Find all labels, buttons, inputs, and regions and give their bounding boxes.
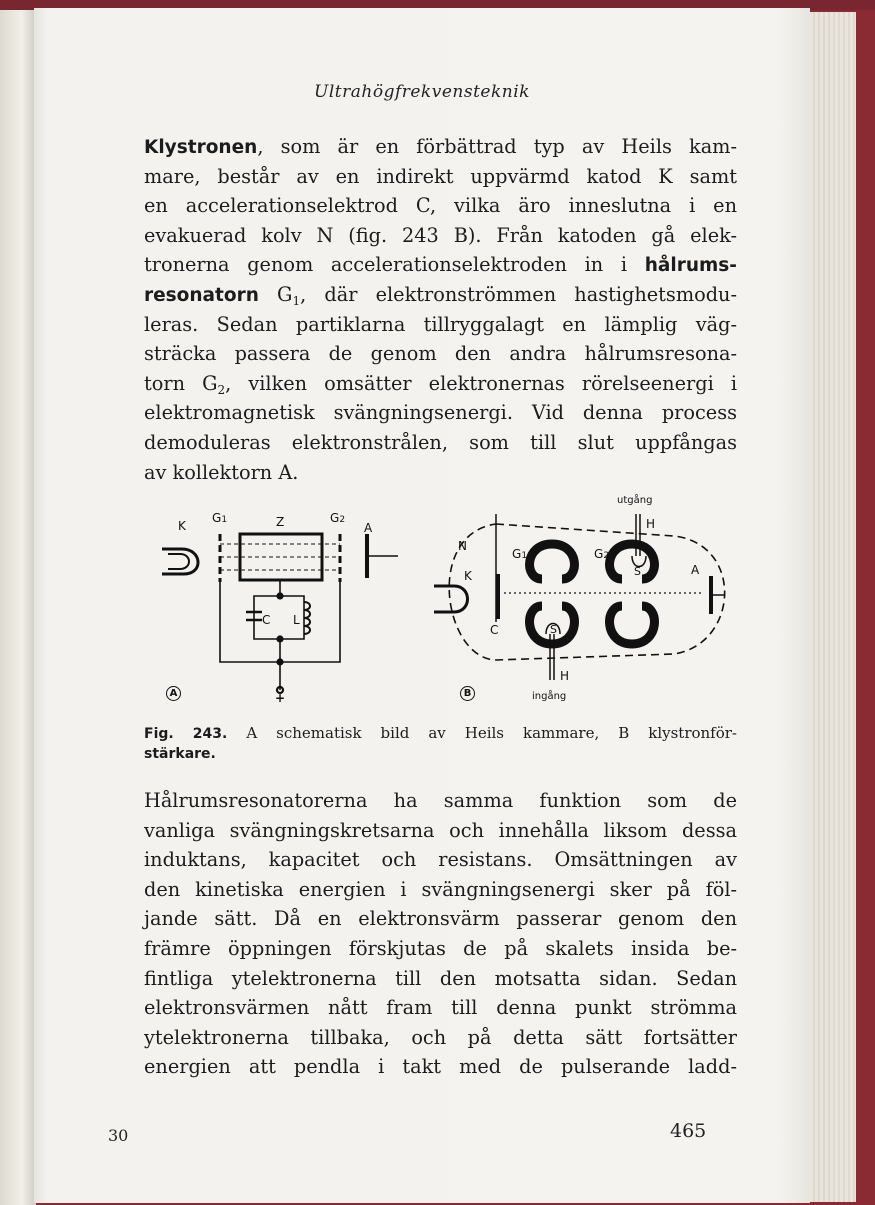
figure-243: [154, 494, 744, 709]
text-line: främre öppningen förskjutas de på skalets insida be-: [144, 936, 737, 960]
label-c: C: [262, 613, 271, 627]
klystron-diagrams: [154, 494, 744, 709]
text-line: resonatorn $G_1$, där elektronströmmen hastighetsmodu-: [144, 282, 737, 308]
text-line: elektronsvärmen nått fram till denna punkt strömma: [144, 996, 737, 1020]
label-utgang: utgång: [617, 495, 653, 506]
label-c-b: C: [490, 623, 499, 637]
text-line: sträcka passera de genom den andra hålrumsresona-: [144, 342, 737, 366]
label-z: Z: [276, 515, 285, 529]
text-line: elektromagnetisk svängningsenergi. Vid denna process: [144, 401, 737, 425]
paragraph-halrumsresonatorer: [144, 786, 737, 1082]
diagram-b-lines: [434, 514, 725, 683]
caption-line: Fig. 243. A schematisk bild av Heils kammare, B klystronför-: [144, 724, 737, 742]
facing-page-edge: [0, 10, 36, 1205]
running-header: Ultrahögfrekvensteknik: [314, 82, 530, 102]
label-ingang: ingång: [532, 691, 567, 702]
text-line: en accelerationselektrod C, vilka äro inneslutna i en: [144, 194, 737, 218]
label-g1-b: G1: [512, 547, 528, 561]
text-line: Klystronen, som är en förbättrad typ av Heils kam-: [144, 135, 737, 158]
text-line: induktans, kapacitet och resistans. Omsättningen av: [144, 848, 737, 872]
label-k: K: [178, 519, 186, 533]
label-a: A: [364, 521, 373, 535]
label-s-top: S: [634, 565, 641, 578]
label-g2: G2: [330, 511, 346, 525]
text-line: den kinetiska energien i svängningsenergi sker på föl-: [144, 877, 737, 901]
text-line: mare, består av en indirekt uppvärmd katod K samt: [144, 164, 737, 188]
text-line: ytelektronerna tillbaka, och på detta sätt fortsätter: [144, 1025, 737, 1049]
signature-mark: 30: [108, 1126, 129, 1145]
label-g1: G1: [212, 511, 228, 525]
label-k-b: K: [464, 569, 472, 583]
text-line: leras. Sedan partiklarna tillryggalagt en lämplig väg-: [144, 312, 737, 336]
label-h-top: H: [646, 517, 656, 531]
caption-line: stärkare.: [144, 746, 216, 762]
page-number: 465: [670, 1120, 707, 1142]
text-line: av kollektorn A.: [144, 460, 299, 484]
term-halrums: hålrums-: [644, 255, 737, 277]
label-g2-b: G2: [594, 547, 610, 561]
text-line: evakuerad kolv N (fig. 243 B). Från katoden gå elek-: [144, 223, 737, 247]
label-h-bottom: H: [560, 669, 570, 683]
text-line: tronerna genom accelerationselektroden in i hålrums-: [144, 253, 737, 277]
marker-b: B: [460, 686, 475, 701]
text-line: demoduleras elektronstrålen, som till slut uppfångas: [144, 430, 737, 454]
text-line: vanliga svängningskretsarna och innehålla liksom dessa: [144, 818, 737, 842]
text-line: Hålrumsresonatorerna ha samma funktion som de: [144, 789, 737, 812]
label-l: L: [293, 613, 300, 627]
text-line: energien att pendla i takt med de pulserande ladd-: [144, 1055, 737, 1079]
label-s-bottom: S: [550, 623, 557, 636]
label-a-b: A: [691, 563, 700, 577]
marker-a: A: [166, 686, 181, 701]
term-resonatorn: resonatorn: [144, 284, 259, 306]
text-line: fintliga ytelektronerna till den motsatta sidan. Sedan: [144, 966, 737, 990]
book-page: [34, 8, 810, 1203]
text-line: torn $G_2$, vilken omsätter elektronernas rörelseenergi i: [144, 371, 737, 397]
term-klystronen: Klystronen: [144, 137, 258, 158]
diagram-a-lines: [162, 534, 398, 693]
label-plus: +: [275, 691, 286, 705]
paragraph-klystron: [144, 132, 737, 487]
figure-caption: [144, 724, 737, 764]
label-n: N: [458, 539, 467, 553]
text-line: jande sätt. Då en elektronsvärm passerar genom den: [144, 907, 737, 931]
